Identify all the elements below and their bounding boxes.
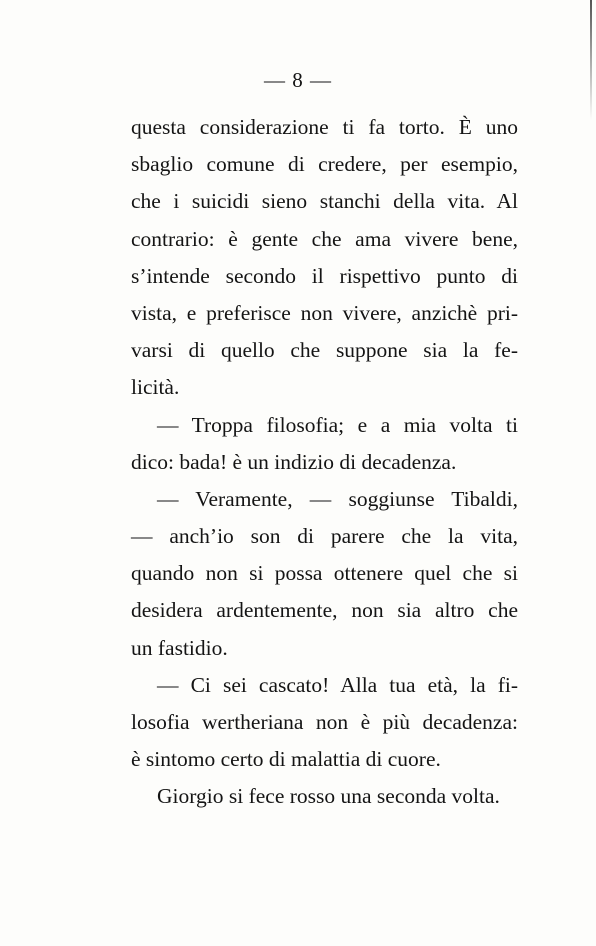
text-line: che i suicidi sieno stanchi della vita. Al bbox=[131, 189, 518, 214]
text-line: — anch’io son di parere che la vita, bbox=[131, 524, 518, 549]
page-number: — 8 — bbox=[264, 68, 332, 92]
text-line: — Ci sei cascato! Alla tua età, la fi- bbox=[157, 672, 518, 697]
text-line: è sintomo certo di malattia di cuore. bbox=[131, 747, 441, 772]
text-line: — Veramente, — soggiunse Tibaldi, bbox=[157, 486, 518, 511]
text-line: contrario: è gente che ama vivere bene, bbox=[131, 226, 518, 251]
text-line: questa considerazione ti fa torto. È uno bbox=[131, 115, 518, 139]
text-line: varsi di quello che suppone sia la fe- bbox=[131, 338, 518, 363]
text-line: dico: bada! è un indizio di decadenza. bbox=[131, 449, 457, 474]
text-line: quando non si possa ottenere quel che si bbox=[131, 561, 518, 586]
text-line: vista, e preferisce non vivere, anzichè pri- bbox=[131, 300, 518, 325]
text-line: Giorgio si fece rosso una seconda volta. bbox=[157, 784, 500, 809]
text-line: — Troppa filosofia; e a mia volta ti bbox=[157, 412, 518, 437]
text-line: s’intende secondo il rispettivo punto di bbox=[131, 263, 518, 288]
text-line: sbaglio comune di credere, per esempio, bbox=[131, 152, 518, 177]
body-text bbox=[131, 109, 518, 816]
page-edge-mark bbox=[590, 0, 592, 120]
text-line: un fastidio. bbox=[131, 635, 228, 660]
text-line: licità. bbox=[131, 375, 180, 400]
text-line: desidera ardentemente, non sia altro che bbox=[131, 598, 518, 623]
text-line: losofia wertheriana non è più decadenza: bbox=[131, 710, 518, 734]
